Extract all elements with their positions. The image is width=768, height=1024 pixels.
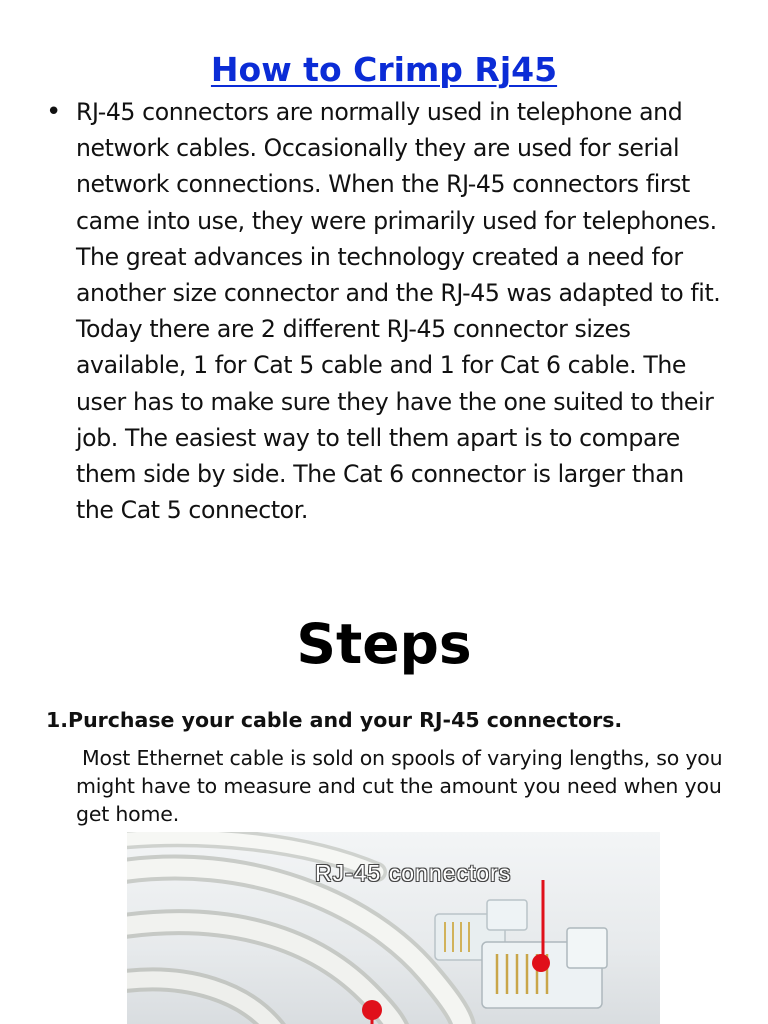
step-1-body: Most Ethernet cable is sold on spools of varying lengths, so you might have to measure and cut the amount you need when you get home. <box>76 746 723 826</box>
bullet-icon: • <box>46 97 62 127</box>
photo-label: RJ-45 connectors <box>315 860 512 886</box>
page-title[interactable]: How to Crimp Rj45 <box>210 50 558 89</box>
intro-paragraph: RJ-45 connectors are normally used in telephone and network cables. Occasionally they are used for serial network connections. When the RJ-45 connectors first came into use, they were primarily used for telephones. The great advances in technology created a need for another size connector and the RJ-45 was adapted to fit. Today there are 2 different RJ-45 connector sizes available, 1 for Cat 5 cable and 1 for Cat 6 cable. The user has to make sure they have the one suited to their job. The easiest way to tell them apart is to compare them side by side. The Cat 6 connector is larger than the Cat 5 connector. <box>76 98 721 525</box>
pointer-marker-right <box>532 880 550 972</box>
connectors-photo <box>127 832 660 1024</box>
steps-heading: Steps <box>296 612 472 676</box>
step-1-title: 1.Purchase your cable and your RJ-45 connectors. <box>46 708 623 732</box>
